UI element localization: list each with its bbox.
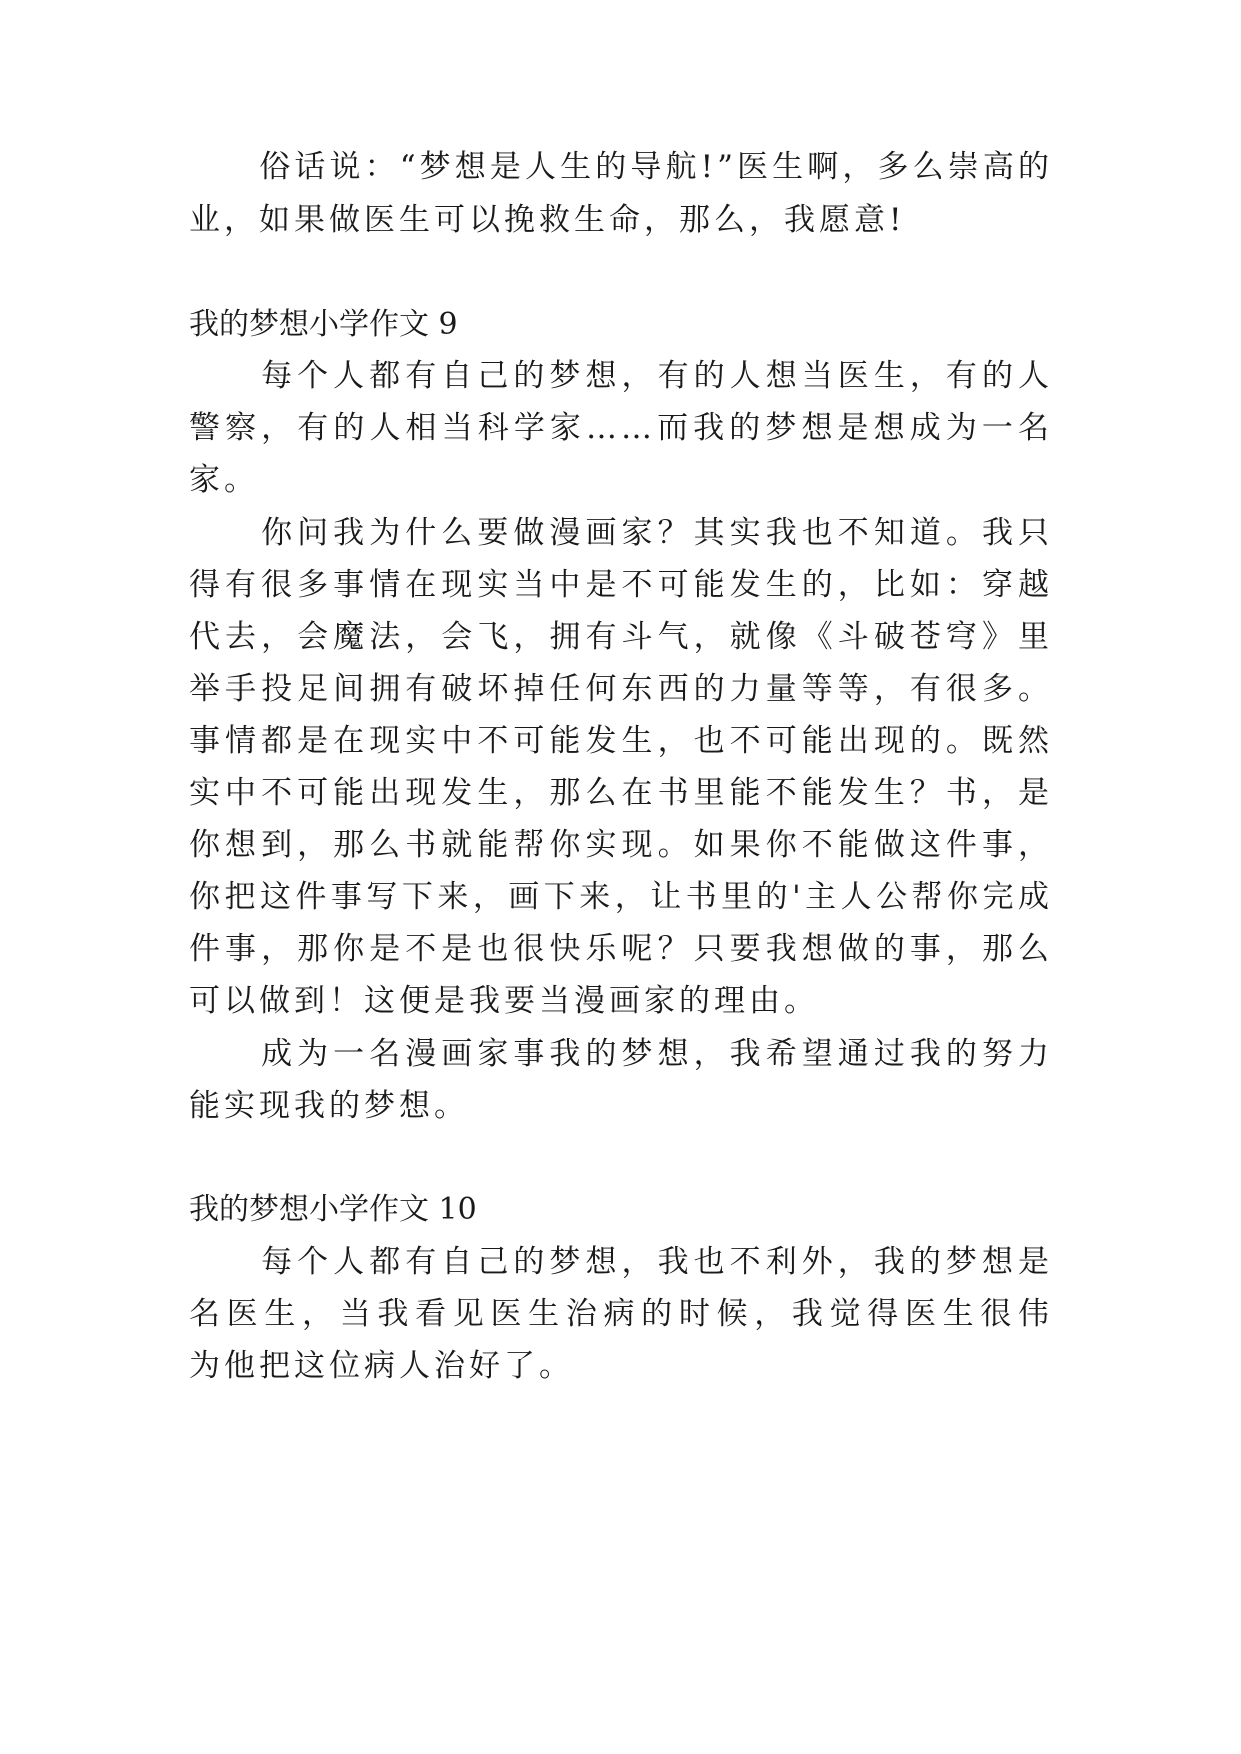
text-line: 实中不可能出现发生，那么在书里能不能发生？书，是 bbox=[189, 775, 1053, 811]
text-line: 业，如果做医生可以挽救生命，那么，我愿意! bbox=[189, 202, 906, 238]
text-line: 你把这件事写下来，画下来，让书里的'主人公帮你完成 bbox=[189, 879, 1053, 915]
section-title-9: 我的梦想小学作文 9 bbox=[189, 307, 458, 342]
text-line: 每个人都有自己的梦想，我也不利外，我的梦想是 bbox=[261, 1244, 1053, 1280]
text-line: 能实现我的梦想。 bbox=[189, 1088, 469, 1124]
text-line: 为他把这位病人治好了。 bbox=[189, 1348, 574, 1384]
text-line: 俗话说：“梦想是人生的导航!”医生啊，多么崇高的 bbox=[259, 149, 1053, 185]
text-line: 名医生，当我看见医生治病的时候，我觉得医生很伟 bbox=[189, 1296, 1053, 1332]
text-line: 成为一名漫画家事我的梦想，我希望通过我的努力 bbox=[261, 1036, 1053, 1072]
text-line: 你想到，那么书就能帮你实现。如果你不能做这件事， bbox=[189, 827, 1053, 863]
text-line: 事情都是在现实中不可能发生，也不可能出现的。既然 bbox=[189, 723, 1053, 759]
text-line: 你问我为什么要做漫画家？其实我也不知道。我只 bbox=[261, 515, 1053, 551]
text-line: 每个人都有自己的梦想，有的人想当医生，有的人 bbox=[261, 358, 1053, 394]
document-page bbox=[189, 0, 1053, 1754]
text-line: 可以做到！这便是我要当漫画家的理由。 bbox=[189, 983, 819, 1019]
section-title-10: 我的梦想小学作文 10 bbox=[189, 1192, 477, 1227]
text-line: 警察，有的人相当科学家……而我的梦想是想成为一名 bbox=[189, 410, 1053, 446]
text-line: 件事，那你是不是也很快乐呢？只要我想做的事，那么 bbox=[189, 931, 1053, 967]
text-line: 代去，会魔法，会飞，拥有斗气，就像《斗破苍穹》里 bbox=[189, 619, 1053, 655]
text-line: 家。 bbox=[189, 462, 259, 498]
text-line: 得有很多事情在现实当中是不可能发生的，比如：穿越 bbox=[189, 567, 1053, 603]
text-line: 举手投足间拥有破坏掉任何东西的力量等等，有很多。 bbox=[189, 671, 1053, 707]
